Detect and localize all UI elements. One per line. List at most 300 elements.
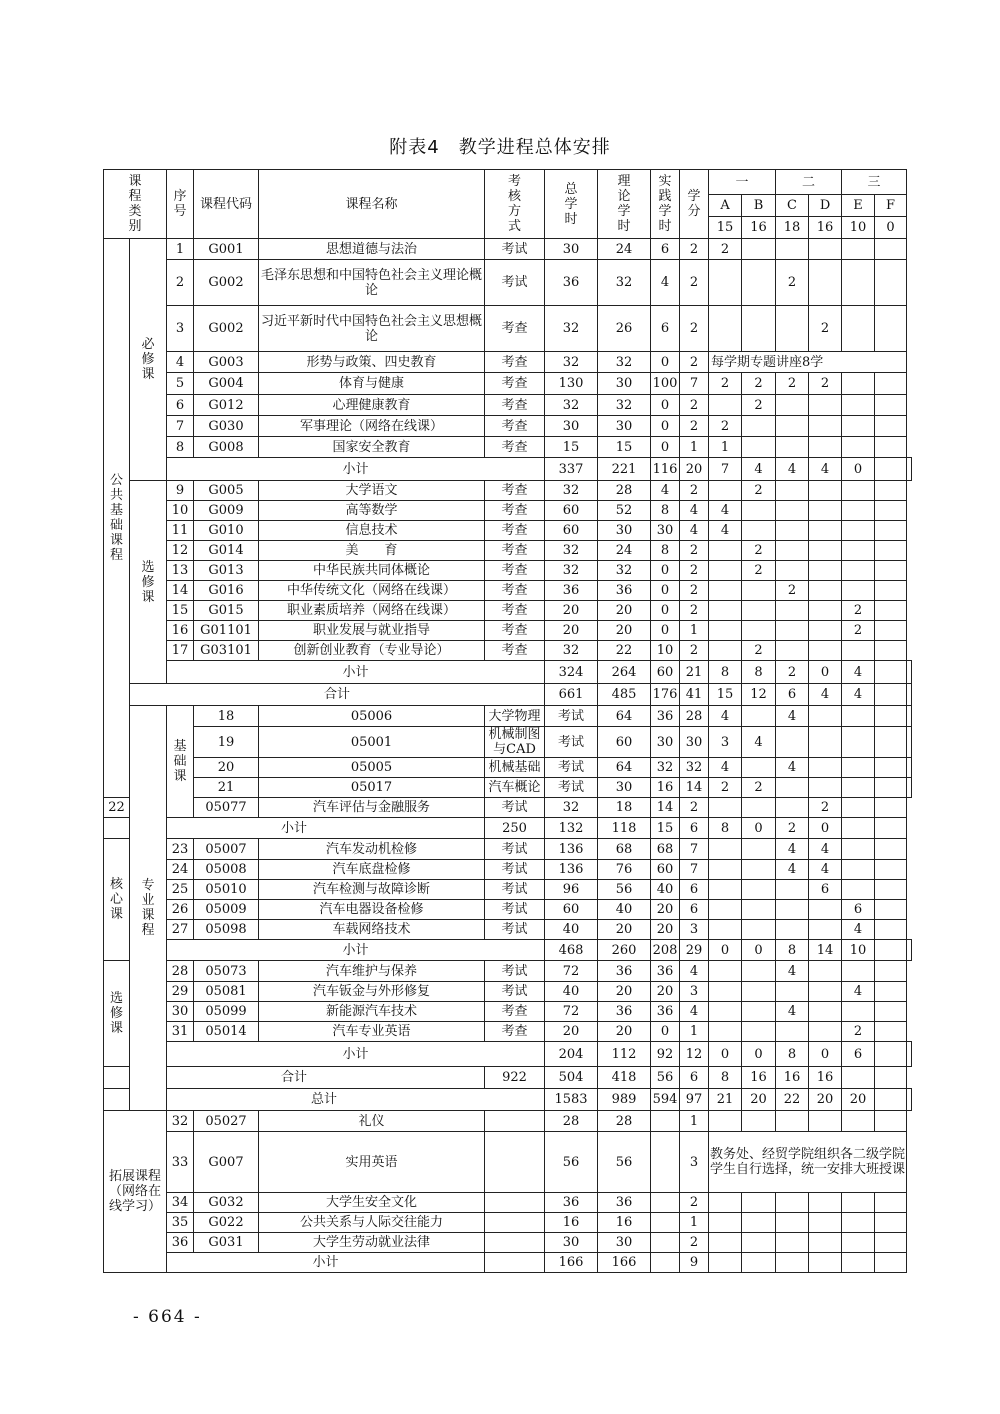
table-cell — [907, 706, 912, 727]
course-name-cell: 车载网络技术 — [259, 920, 485, 940]
table-cell: 116 — [651, 458, 680, 481]
table-cell: 大学生安全文化 — [259, 1193, 485, 1213]
table-cell: 30 — [598, 1233, 651, 1253]
table-cell — [742, 900, 776, 920]
table-cell: 考查 — [485, 501, 545, 521]
table-cell — [907, 778, 912, 798]
table-cell — [842, 758, 875, 778]
table-row — [104, 1233, 912, 1253]
table-row — [104, 940, 912, 961]
table-cell: 4 — [776, 458, 809, 481]
table-cell — [709, 1233, 742, 1253]
table-cell — [809, 1213, 842, 1233]
table-cell: 36 — [545, 1193, 598, 1213]
table-cell: 166 — [545, 1253, 598, 1273]
table-cell: 1 — [680, 1213, 709, 1233]
table-cell — [875, 706, 907, 727]
table-cell — [742, 416, 776, 437]
course-name-cell: 中华传统文化（网络在线课） — [259, 581, 485, 601]
table-cell — [776, 395, 809, 416]
table-cell: 16 — [545, 1213, 598, 1233]
table-cell: 05009 — [194, 900, 259, 920]
table-cell: G008 — [194, 437, 259, 458]
table-cell — [875, 306, 907, 352]
table-cell: 30 — [651, 727, 680, 758]
table-cell: 20 — [651, 900, 680, 920]
table-cell — [842, 727, 875, 758]
table-cell — [709, 1193, 742, 1213]
table-cell — [809, 961, 842, 982]
table-cell — [875, 521, 907, 541]
table-cell: 10 — [842, 940, 875, 961]
course-name-cell: 机械制图与CAD — [485, 727, 545, 758]
header-credit: 学 分 — [680, 170, 709, 239]
table-cell: 6 — [842, 900, 875, 920]
course-name-cell: 中华民族共同体概论 — [259, 561, 485, 581]
table-cell: 76 — [598, 860, 651, 880]
course-name-cell: 军事理论（网络在线课） — [259, 416, 485, 437]
table-cell: 2 — [680, 481, 709, 501]
table-cell — [875, 1022, 907, 1042]
header-weeks: 0 — [875, 217, 907, 239]
table-cell — [709, 581, 742, 601]
table-cell — [907, 940, 912, 961]
table-cell: 考试 — [545, 758, 598, 778]
table-cell: 9 — [167, 481, 194, 501]
table-cell: 25 — [167, 880, 194, 900]
table-cell: 22 — [104, 798, 130, 818]
table-row — [104, 727, 912, 758]
table-cell: 2 — [742, 395, 776, 416]
table-cell — [776, 306, 809, 352]
course-name-cell: 新能源汽车技术 — [259, 1002, 485, 1022]
header-year: 三 — [842, 170, 907, 195]
table-cell — [907, 1089, 912, 1111]
table-row — [104, 982, 912, 1002]
table-cell: 56 — [598, 880, 651, 900]
table-cell — [842, 373, 875, 395]
table-cell: 考查 — [485, 1002, 545, 1022]
table-cell — [776, 920, 809, 940]
table-cell: 考查 — [485, 373, 545, 395]
table-cell — [742, 880, 776, 900]
table-cell: 16 — [742, 1067, 776, 1089]
course-name-cell: 心理健康教育 — [259, 395, 485, 416]
table-cell — [809, 982, 842, 1002]
table-cell — [742, 1253, 776, 1273]
table-cell — [776, 621, 809, 641]
course-name-cell: 大学语文 — [259, 481, 485, 501]
course-name-cell: 汽车维护与保养 — [259, 961, 485, 982]
table-cell: 166 — [598, 1253, 651, 1273]
table-cell: 23 — [167, 839, 194, 860]
table-cell — [776, 501, 809, 521]
table-cell: 2 — [776, 818, 809, 839]
subcategory-major-elective: 选 修 课 — [104, 961, 130, 1067]
table-cell — [776, 1022, 809, 1042]
table-cell: 28 — [598, 1111, 651, 1132]
table-cell: 05027 — [194, 1111, 259, 1132]
table-cell — [709, 1111, 742, 1132]
table-row — [104, 581, 912, 601]
header-year: 一 — [709, 170, 776, 195]
table-cell — [709, 1002, 742, 1022]
table-cell: 考试 — [545, 727, 598, 758]
table-cell: 05073 — [194, 961, 259, 982]
table-cell — [651, 1193, 680, 1213]
page-number: - 664 - — [133, 1307, 202, 1327]
table-cell: 4 — [842, 982, 875, 1002]
table-cell: 2 — [709, 416, 742, 437]
table-cell: 0 — [809, 1042, 842, 1067]
table-cell: 0 — [742, 940, 776, 961]
table-cell: 2 — [809, 798, 842, 818]
table-row — [104, 778, 912, 798]
table-cell: 260 — [598, 940, 651, 961]
table-cell: 0 — [651, 352, 680, 373]
table-cell — [875, 758, 907, 778]
header-name: 课程名称 — [259, 170, 485, 239]
table-cell: 考试 — [485, 839, 545, 860]
table-cell — [842, 260, 875, 306]
table-cell: 24 — [167, 860, 194, 880]
table-cell — [776, 798, 809, 818]
table-cell — [809, 758, 842, 778]
table-cell: 32 — [545, 641, 598, 661]
table-cell: 32 — [598, 561, 651, 581]
table-cell: 1 — [167, 239, 194, 260]
table-cell: 礼仪 — [259, 1111, 485, 1132]
table-cell: G012 — [194, 395, 259, 416]
note-cell: 教务处、经贸学院组织各二级学院学生自行选择，统一安排大班授课 — [709, 1132, 907, 1193]
table-cell: 考查 — [485, 437, 545, 458]
table-cell: 20 — [545, 1022, 598, 1042]
table-cell — [709, 481, 742, 501]
table-cell: 05005 — [259, 758, 485, 778]
table-cell: 32 — [598, 352, 651, 373]
table-cell: 68 — [651, 839, 680, 860]
table-cell: 14 — [651, 798, 680, 818]
table-cell: 28 — [680, 706, 709, 727]
table-cell: 32 — [598, 395, 651, 416]
table-row — [104, 561, 912, 581]
table-row — [104, 621, 912, 641]
table-cell — [709, 961, 742, 982]
table-cell — [809, 260, 842, 306]
table-cell: 考查 — [485, 541, 545, 561]
table-cell — [907, 1042, 912, 1067]
table-cell: 11 — [167, 521, 194, 541]
table-cell: 考试 — [545, 706, 598, 727]
table-cell — [776, 900, 809, 920]
table-cell — [842, 416, 875, 437]
table-cell — [875, 961, 907, 982]
header-weeks: 10 — [842, 217, 875, 239]
table-cell: 6 — [776, 684, 809, 706]
table-cell: 21 — [709, 1089, 742, 1111]
table-cell — [875, 1111, 907, 1132]
table-cell — [776, 1193, 809, 1213]
table-cell — [742, 1111, 776, 1132]
table-row — [104, 1193, 912, 1213]
course-name-cell: 汽车检测与故障诊断 — [259, 880, 485, 900]
table-cell — [742, 1213, 776, 1233]
table-cell — [907, 727, 912, 758]
table-cell: 20 — [809, 1089, 842, 1111]
header-total: 总 学 时 — [545, 170, 598, 239]
table-cell — [907, 684, 912, 706]
table-cell — [776, 727, 809, 758]
table-cell: G031 — [194, 1233, 259, 1253]
table-cell: 16 — [809, 1067, 842, 1089]
table-cell: 36 — [651, 961, 680, 982]
table-cell — [742, 920, 776, 940]
course-name-cell: 汽车发动机检修 — [259, 839, 485, 860]
table-cell: 2 — [680, 798, 709, 818]
table-cell: 204 — [545, 1042, 598, 1067]
header-weeks: 16 — [809, 217, 842, 239]
table-cell — [809, 1111, 842, 1132]
table-cell: 1 — [709, 437, 742, 458]
table-cell: 考试 — [485, 900, 545, 920]
table-cell: 考查 — [485, 481, 545, 501]
table-cell: G005 — [194, 481, 259, 501]
table-cell: 36 — [651, 706, 680, 727]
table-cell: G022 — [194, 1213, 259, 1233]
course-name-cell: 创新创业教育（专业导论） — [259, 641, 485, 661]
table-cell: 3 — [167, 306, 194, 352]
table-cell: 考试 — [545, 778, 598, 798]
header-semester: F — [875, 195, 907, 217]
table-row — [104, 1022, 912, 1042]
table-cell: 594 — [651, 1089, 680, 1111]
table-cell: 05008 — [194, 860, 259, 880]
table-cell: 2 — [842, 1022, 875, 1042]
course-name-cell: 机械基础 — [485, 758, 545, 778]
table-cell — [875, 860, 907, 880]
table-cell — [809, 239, 842, 260]
course-name-cell: 汽车概论 — [485, 778, 545, 798]
table-cell: 05007 — [194, 839, 259, 860]
subtotal-label: 小计 — [167, 661, 545, 684]
table-cell: G013 — [194, 561, 259, 581]
table-cell — [809, 778, 842, 798]
table-cell — [709, 1213, 742, 1233]
course-name-cell: 美 育 — [259, 541, 485, 561]
table-cell: G003 — [194, 352, 259, 373]
table-cell: 26 — [167, 900, 194, 920]
table-cell: 考查 — [485, 306, 545, 352]
table-cell: 0 — [709, 940, 742, 961]
table-cell — [776, 1213, 809, 1233]
table-cell: 33 — [167, 1132, 194, 1193]
table-cell: 97 — [680, 1089, 709, 1111]
table-cell: 20 — [598, 982, 651, 1002]
table-cell — [875, 1002, 907, 1022]
table-cell: 2 — [680, 395, 709, 416]
table-cell: 208 — [651, 940, 680, 961]
table-cell: G001 — [194, 239, 259, 260]
table-cell: 36 — [598, 961, 651, 982]
table-cell — [485, 1213, 545, 1233]
table-cell: 32 — [545, 561, 598, 581]
table-cell: 3 — [709, 727, 742, 758]
table-cell: 2 — [742, 373, 776, 395]
table-cell: G030 — [194, 416, 259, 437]
course-name-cell: 大学物理 — [485, 706, 545, 727]
table-cell: 7 — [709, 458, 742, 481]
table-cell — [742, 706, 776, 727]
table-cell: 12 — [680, 1042, 709, 1067]
table-cell: 20 — [598, 621, 651, 641]
table-cell: 60 — [545, 501, 598, 521]
table-cell — [742, 260, 776, 306]
table-row — [104, 641, 912, 661]
category-extension: 拓展课程（网络在线学习） — [104, 1111, 167, 1273]
table-row — [104, 601, 912, 621]
table-row — [104, 860, 912, 880]
table-cell: 136 — [545, 860, 598, 880]
table-cell: 60 — [545, 900, 598, 920]
table-cell — [875, 581, 907, 601]
category-public: 公 共 基 础 课 程 — [104, 239, 130, 798]
table-cell: 30 — [167, 1002, 194, 1022]
table-cell: 20 — [598, 1022, 651, 1042]
table-cell — [875, 1213, 907, 1233]
table-cell: 8 — [709, 818, 742, 839]
header-weeks: 16 — [742, 217, 776, 239]
table-cell: G03101 — [194, 641, 259, 661]
table-cell: 形势与政策、四史教育 — [259, 352, 485, 373]
header-theory: 理 论 学 时 — [598, 170, 651, 239]
table-cell: G016 — [194, 581, 259, 601]
table-cell — [809, 395, 842, 416]
table-cell — [842, 818, 875, 839]
table-cell: 40 — [651, 880, 680, 900]
table-cell: 考查 — [485, 352, 545, 373]
table-cell: 0 — [651, 601, 680, 621]
table-cell: 0 — [651, 621, 680, 641]
table-cell: 337 — [545, 458, 598, 481]
table-cell: 221 — [598, 458, 651, 481]
table-row — [104, 1002, 912, 1022]
table-cell: 6 — [651, 239, 680, 260]
table-cell: 4 — [842, 661, 875, 684]
table-cell: 2 — [680, 260, 709, 306]
header-semester: E — [842, 195, 875, 217]
table-cell: 118 — [598, 818, 651, 839]
table-cell: 4 — [776, 1002, 809, 1022]
table-cell: 4 — [709, 706, 742, 727]
table-cell — [875, 900, 907, 920]
table-cell: 468 — [545, 940, 598, 961]
table-cell: 15 — [709, 684, 742, 706]
header-weeks: 15 — [709, 217, 742, 239]
table-cell: 32 — [545, 352, 598, 373]
table-cell — [875, 437, 907, 458]
table-cell: 2 — [742, 481, 776, 501]
table-cell — [842, 641, 875, 661]
subtotal-label: 小计 — [167, 940, 545, 961]
table-cell — [842, 239, 875, 260]
course-name-cell: 习近平新时代中国特色社会主义思想概论 — [259, 306, 485, 352]
table-cell: 32 — [545, 541, 598, 561]
table-cell — [809, 561, 842, 581]
table-cell: 32 — [545, 481, 598, 501]
table-cell: 4 — [680, 501, 709, 521]
table-cell — [842, 1233, 875, 1253]
table-cell — [776, 561, 809, 581]
table-cell: 2 — [167, 260, 194, 306]
table-cell: 4 — [709, 501, 742, 521]
table-row — [104, 1132, 912, 1193]
table-cell: 考查 — [485, 581, 545, 601]
table-row — [104, 1089, 912, 1111]
subtotal-label: 合计 — [104, 1067, 485, 1089]
table-cell: 72 — [545, 961, 598, 982]
table-cell: 16 — [776, 1067, 809, 1089]
course-name-cell: 毛泽东思想和中国特色社会主义理论概论 — [259, 260, 485, 306]
table-cell: 96 — [545, 880, 598, 900]
table-cell: 56 — [651, 1067, 680, 1089]
table-cell: 3 — [680, 1132, 709, 1193]
table-cell: 68 — [598, 839, 651, 860]
table-cell — [842, 1193, 875, 1213]
table-cell — [842, 306, 875, 352]
table-cell — [875, 1067, 907, 1089]
table-cell: 1 — [680, 437, 709, 458]
table-cell: 56 — [598, 1132, 651, 1193]
table-cell — [842, 437, 875, 458]
table-cell: 26 — [598, 306, 651, 352]
table-cell: 6 — [809, 880, 842, 900]
table-cell: 30 — [545, 416, 598, 437]
table-cell — [809, 541, 842, 561]
table-cell — [809, 727, 842, 758]
table-cell — [842, 581, 875, 601]
table-cell — [776, 1111, 809, 1132]
table-cell — [776, 1253, 809, 1273]
table-cell: 8 — [709, 661, 742, 684]
table-cell: 20 — [194, 758, 259, 778]
table-cell — [742, 961, 776, 982]
table-row — [104, 706, 912, 727]
table-cell — [651, 1233, 680, 1253]
header-practice: 实 践 学 时 — [651, 170, 680, 239]
table-cell — [809, 641, 842, 661]
table-cell: 36 — [545, 581, 598, 601]
table-body — [104, 170, 912, 1273]
table-cell: 考查 — [485, 641, 545, 661]
table-cell: 05006 — [259, 706, 485, 727]
table-cell: 418 — [598, 1067, 651, 1089]
table-cell — [709, 920, 742, 940]
table-cell: 6 — [680, 900, 709, 920]
table-cell: 05017 — [259, 778, 485, 798]
table-cell: 32 — [545, 306, 598, 352]
table-cell: 0 — [809, 818, 842, 839]
table-row — [104, 1042, 912, 1067]
table-cell: 8 — [651, 501, 680, 521]
table-cell: 考试 — [485, 961, 545, 982]
table-cell: 8 — [776, 1042, 809, 1067]
table-cell: 0 — [651, 437, 680, 458]
table-cell: 32 — [651, 758, 680, 778]
table-cell: 32 — [545, 395, 598, 416]
table-cell — [709, 621, 742, 641]
table-cell — [709, 798, 742, 818]
table-cell: G007 — [194, 1132, 259, 1193]
